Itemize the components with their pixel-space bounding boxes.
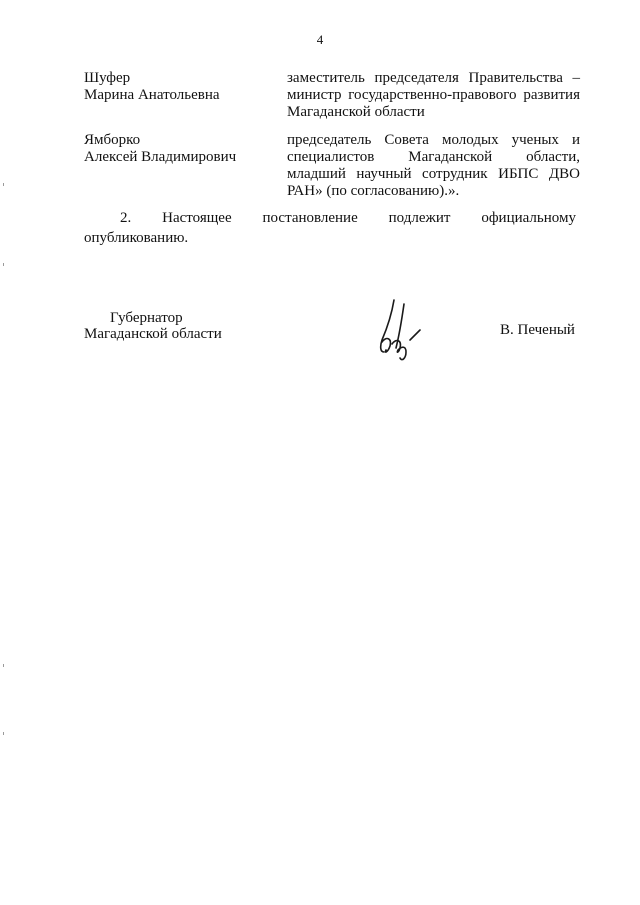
page-number: 4: [316, 32, 324, 47]
member-surname: Шуфер: [84, 70, 131, 86]
scan-artifact: [3, 664, 4, 667]
member-position-line: заместитель председателя Правительства –: [287, 70, 580, 86]
scan-artifact: [3, 183, 4, 186]
member-surname: Ямборко: [84, 132, 141, 148]
member-position-line: министр государственно-правового развития: [287, 87, 580, 103]
member-position-line: председатель Совета молодых ученых и: [287, 132, 580, 148]
member-given-names: Марина Анатольевна: [84, 87, 220, 103]
signer-name: В. Печеный: [500, 322, 575, 338]
scan-artifact: [3, 263, 4, 266]
signatory-title: [84, 310, 284, 342]
publication-clause: [84, 208, 576, 248]
signatory-title-line: Губернатор: [110, 310, 183, 326]
signatory-title-line: Магаданской области: [84, 326, 222, 342]
clause-line: опубликованию.: [84, 230, 189, 246]
member-position-line: Магаданской области: [287, 104, 425, 120]
handwritten-signature: [372, 296, 428, 364]
clause-line: 2. Настоящее постановление подлежит официальному: [120, 210, 576, 226]
member-position-line: специалистов Магаданской области,: [287, 149, 580, 165]
member-name: [84, 132, 274, 166]
scan-artifact: [3, 732, 4, 735]
member-name: [84, 70, 274, 104]
member-given-names: Алексей Владимирович: [84, 149, 237, 165]
member-position: [287, 70, 580, 121]
member-position-line: младший научный сотрудник ИБПС ДВО: [287, 166, 580, 182]
member-position: [287, 132, 580, 200]
member-position-line: РАН» (по согласованию).».: [287, 183, 460, 199]
